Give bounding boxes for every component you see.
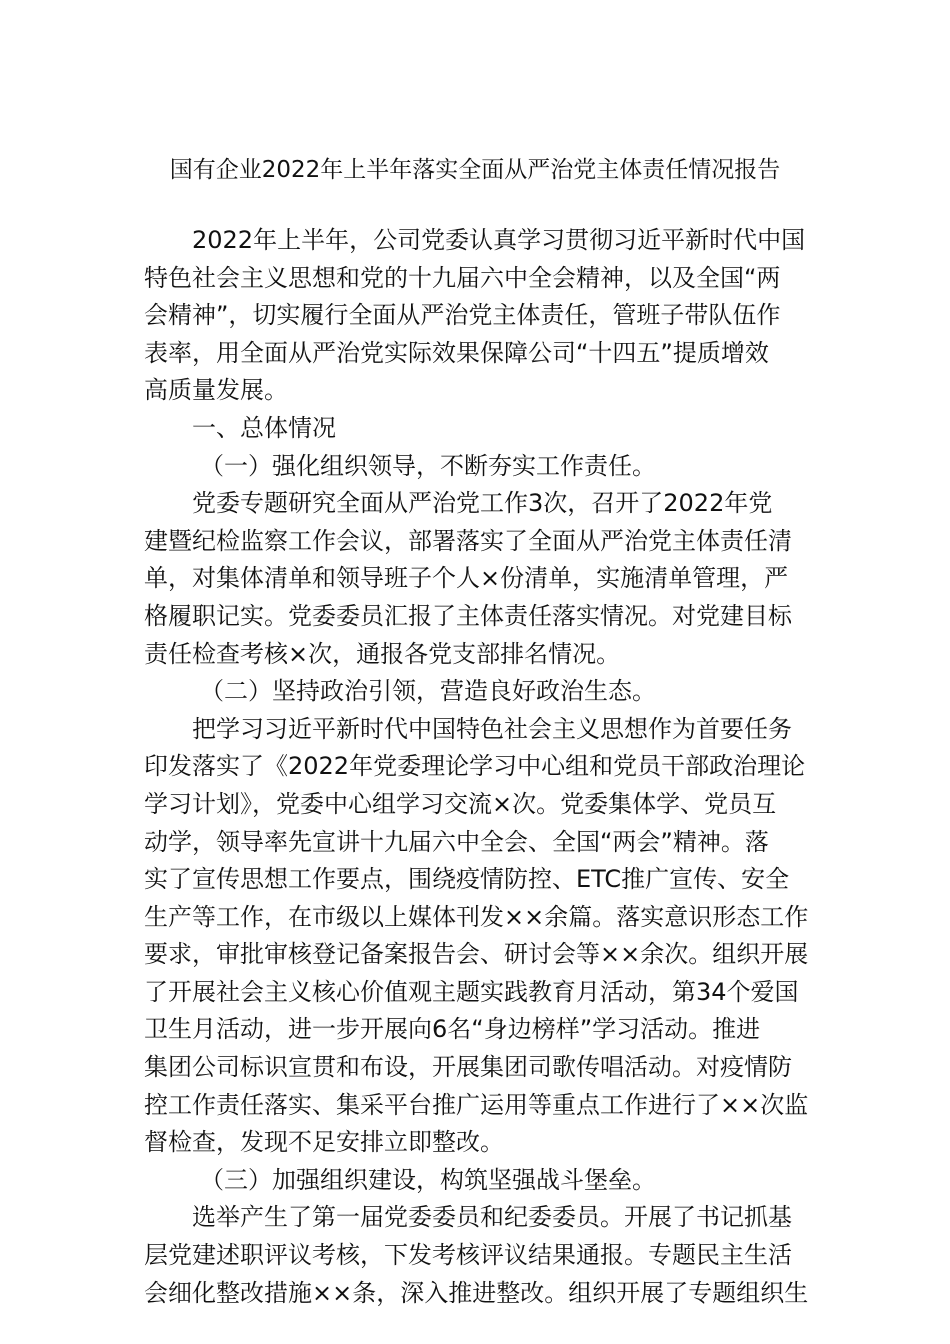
subsection-heading: （一）强化组织领导，不断夯实工作责任。 bbox=[200, 451, 656, 480]
paragraph-line: 了开展社会主义核心价值观主题实践教育月活动，第34个爱国 bbox=[144, 977, 799, 1006]
paragraph-line: 单，对集体清单和领导班子个人×份清单，实施清单管理，严 bbox=[144, 564, 789, 593]
document-title: 国有企业2022年上半年落实全面从严治党主体责任情况报告 bbox=[169, 157, 781, 183]
subsection-heading: （三）加强组织建设，构筑坚强战斗堡垒。 bbox=[200, 1165, 656, 1194]
paragraph-line: 特色社会主义思想和党的十九届六中全会精神，以及全国“两 bbox=[144, 263, 781, 292]
paragraph-line: 选举产生了第一届党委委员和纪委委员。开展了书记抓基 bbox=[192, 1203, 792, 1232]
paragraph-line: 控工作责任落实、集采平台推广运用等重点工作进行了××次监 bbox=[144, 1090, 809, 1119]
paragraph-line: 把学习习近平新时代中国特色社会主义思想作为首要任务 bbox=[192, 714, 792, 743]
paragraph-line: 要求，审批审核登记备案报告会、研讨会等××余次。组织开展 bbox=[144, 940, 809, 969]
paragraph-line: 会细化整改措施××条，深入推进整改。组织开展了专题组织生 bbox=[144, 1278, 809, 1307]
paragraph-line: 卫生月活动，进一步开展向6名“身边榜样”学习活动。推进 bbox=[144, 1015, 761, 1044]
document-body bbox=[144, 222, 824, 1312]
paragraph-line: 会精神”，切实履行全面从严治党主体责任，管班子带队伍作 bbox=[144, 301, 781, 330]
subsection-heading: （二）坚持政治引领，营造良好政治生态。 bbox=[200, 677, 656, 706]
paragraph-line: 督检查，发现不足安排立即整改。 bbox=[144, 1128, 504, 1157]
paragraph-line: 表率，用全面从严治党实际效果保障公司“十四五”提质增效 bbox=[144, 338, 769, 367]
paragraph-line: 党委专题研究全面从严治党工作3次，召开了2022年党 bbox=[192, 489, 773, 518]
paragraph-line: 层党建述职评议考核，下发考核评议结果通报。专题民主生活 bbox=[144, 1241, 792, 1270]
paragraph-line: 生产等工作，在市级以上媒体刊发××余篇。落实意识形态工作 bbox=[144, 902, 809, 931]
paragraph-line: 印发落实了《2022年党委理论学习中心组和党员干部政治理论 bbox=[144, 752, 806, 781]
paragraph-line: 动学，领导率先宣讲十九届六中全会、全国“两会”精神。落 bbox=[144, 827, 769, 856]
section-heading: 一、总体情况 bbox=[192, 413, 336, 442]
paragraph-line: 实了宣传思想工作要点，围绕疫情防控、ETC推广宣传、安全 bbox=[144, 865, 790, 894]
paragraph-line: 2022年上半年，公司党委认真学习贯彻习近平新时代中国 bbox=[192, 226, 806, 254]
paragraph-line: 学习计划》，党委中心组学习交流×次。党委集体学、党员互 bbox=[144, 789, 777, 818]
paragraph-line: 建暨纪检监察工作会议，部署落实了全面从严治党主体责任清 bbox=[144, 526, 792, 555]
paragraph-line: 格履职记实。党委委员汇报了主体责任落实情况。对党建目标 bbox=[144, 601, 792, 630]
paragraph-line: 责任检查考核×次，通报各党支部排名情况。 bbox=[144, 639, 621, 668]
paragraph-line: 高质量发展。 bbox=[144, 376, 288, 405]
paragraph-line: 集团公司标识宣贯和布设，开展集团司歌传唱活动。对疫情防 bbox=[144, 1053, 792, 1082]
